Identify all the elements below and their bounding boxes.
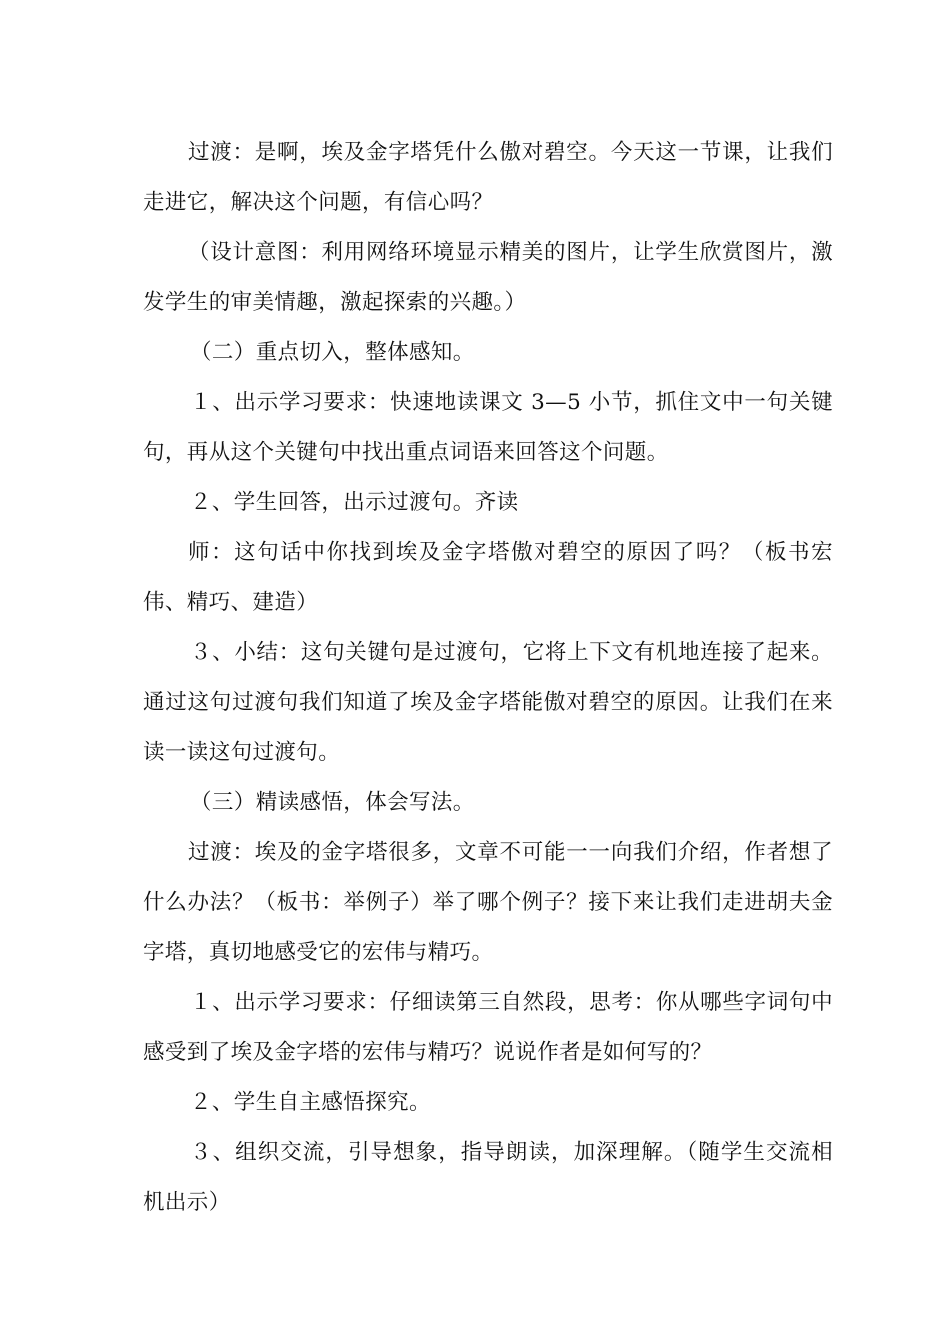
paragraph-step-2-answer: ２、学生回答，出示过渡句。齐读 [190, 490, 519, 515]
paragraph-step-1-reading: １、出示学习要求：仔细读第三自然段，思考：你从哪些字词句中感受到了埃及金字塔的宏伟与精巧？说说作者是如何写的？ [143, 990, 833, 1065]
paragraph-transition-example: 过渡：埃及的金字塔很多，文章不可能一一向我们介绍，作者想了什么办法？（板书：举例子）举了哪个例子？接下来让我们走进胡夫金字塔，真切地感受它的宏伟与精巧。 [143, 840, 833, 965]
paragraph-step-3-summary: ３、小结：这句关键句是过渡句，它将上下文有机地连接了起来。通过这句过渡句我们知道了埃及金字塔能傲对碧空的原因。让我们在来读一读这句过渡句。 [143, 640, 833, 765]
paragraph-design-intent: （设计意图：利用网络环境显示精美的图片，让学生欣赏图片，激发学生的审美情趣，激起探索的兴趣。） [143, 240, 833, 315]
section-heading-2: （二）重点切入，整体感知。 [190, 340, 475, 365]
paragraph-step-2-explore: ２、学生自主感悟探究。 [190, 1090, 431, 1115]
paragraph-teacher-question: 师：这句话中你找到埃及金字塔傲对碧空的原因了吗？（板书宏伟、精巧、建造） [143, 540, 833, 615]
document-body [143, 128, 833, 1228]
paragraph-transition-intro: 过渡：是啊，埃及金字塔凭什么傲对碧空。今天这一节课，让我们走进它，解决这个问题，有信心吗？ [143, 140, 833, 215]
paragraph-step-1-requirements: １、出示学习要求：快速地读课文 3—5 小节，抓住文中一句关键句，再从这个关键句中找出重点词语来回答这个问题。 [143, 390, 833, 465]
section-heading-3: （三）精读感悟，体会写法。 [190, 790, 475, 815]
paragraph-step-3-discussion: ３、组织交流，引导想象，指导朗读，加深理解。（随学生交流相机出示） [143, 1140, 833, 1215]
